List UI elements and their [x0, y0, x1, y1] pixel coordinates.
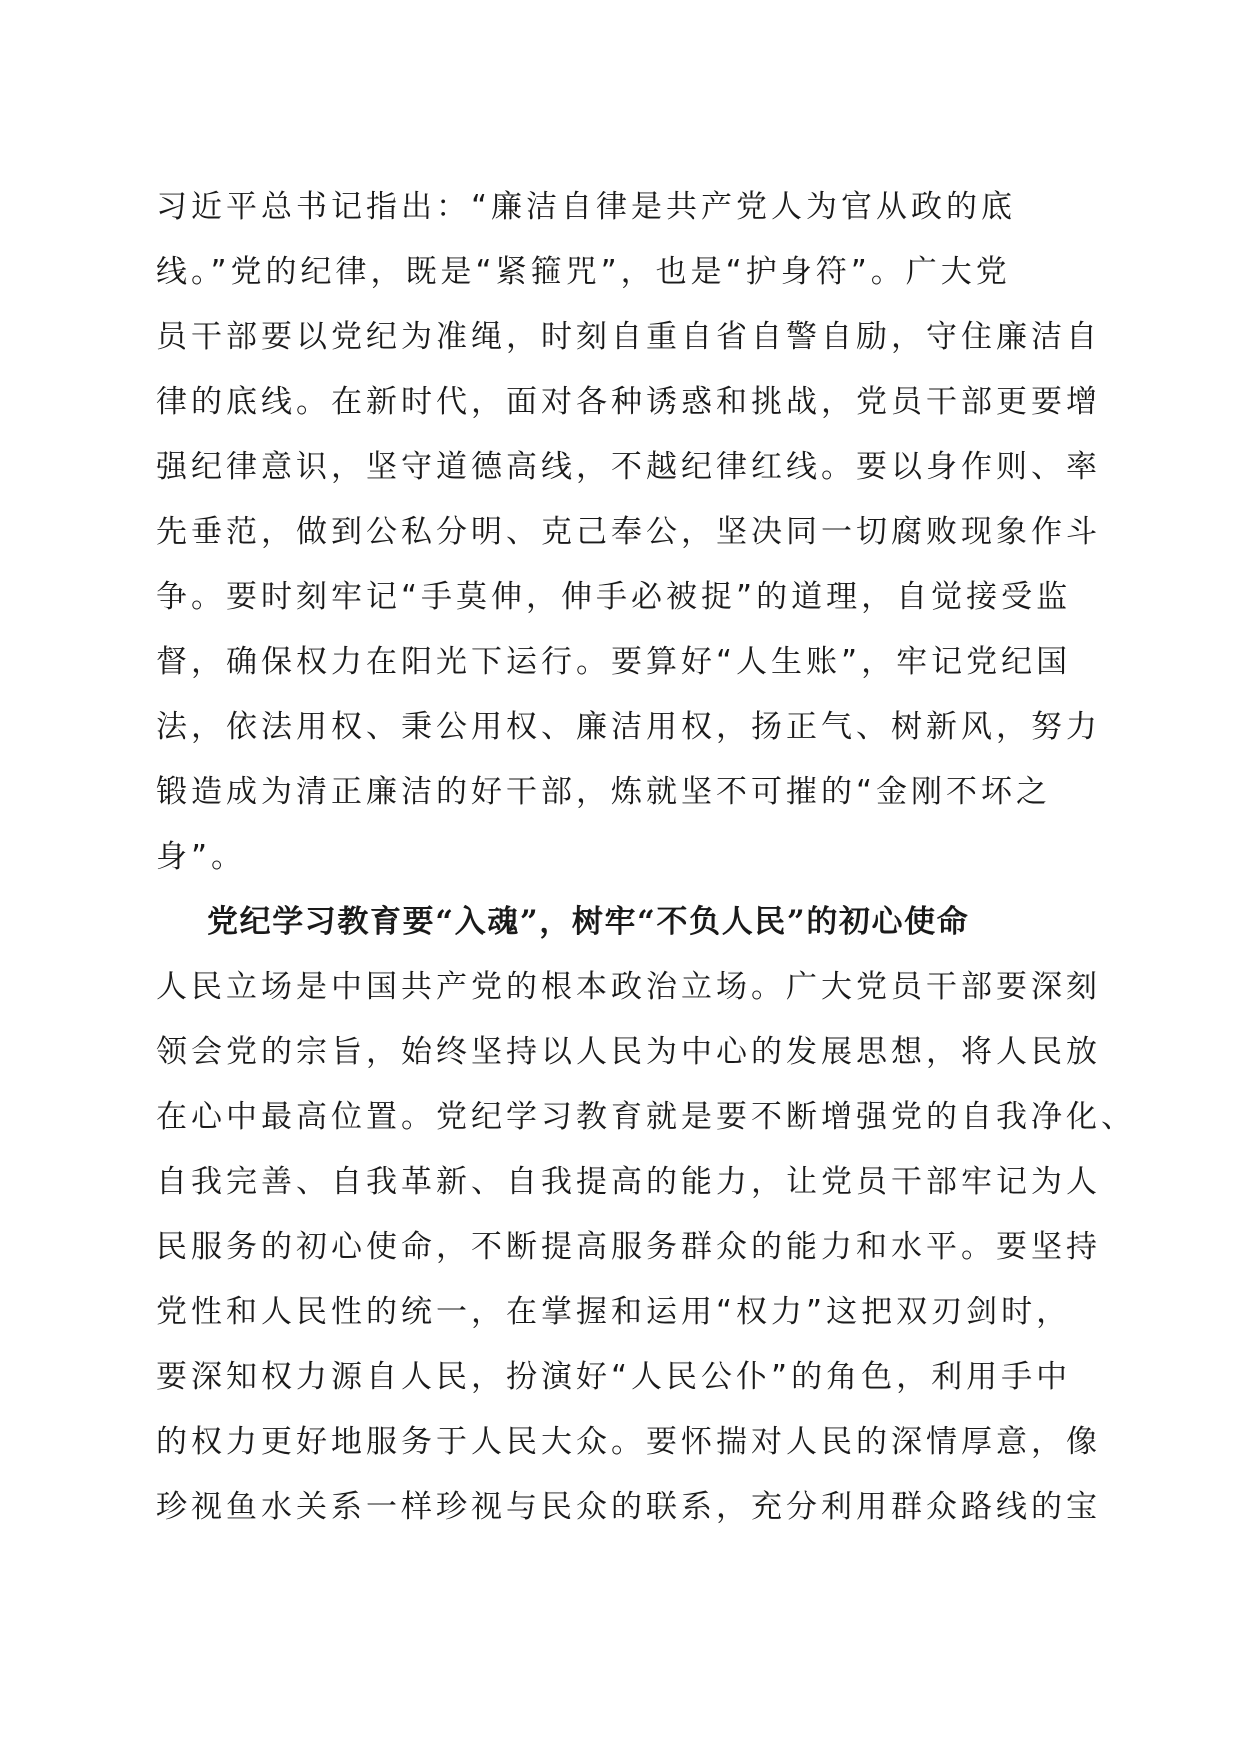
text-line: 律的底线。在新时代，面对各种诱惑和挑战，党员干部更要增 [156, 384, 1101, 420]
text-line: 要深知权力源自人民，扮演好“人民公仆”的角色，利用手中 [156, 1359, 1072, 1395]
text-line: 在心中最高位置。党纪学习教育就是要不断增强党的自我净化、 [156, 1099, 1136, 1135]
text-line: 身”。 [156, 839, 247, 875]
section-heading: 党纪学习教育要“入魂”，树牢“不负人民”的初心使命 [207, 904, 970, 940]
text-line: 强纪律意识，坚守道德高线，不越纪律红线。要以身作则、率 [156, 449, 1101, 485]
text-line: 领会党的宗旨，始终坚持以人民为中心的发展思想，将人民放 [156, 1034, 1101, 1070]
paragraph-people-mission [156, 968, 1136, 1553]
text-line: 争。要时刻牢记“手莫伸，伸手必被捉”的道理，自觉接受监 [156, 579, 1072, 615]
text-line: 法，依法用权、秉公用权、廉洁用权，扬正气、树新风，努力 [156, 709, 1101, 745]
text-line: 党性和人民性的统一，在掌握和运用“权力”这把双刃剑时， [156, 1294, 1072, 1330]
text-line: 督，确保权力在阳光下运行。要算好“人生账”，牢记党纪国 [156, 644, 1072, 680]
text-line: 珍视鱼水关系一样珍视与民众的联系，充分利用群众路线的宝 [156, 1489, 1101, 1525]
text-line: 锻造成为清正廉洁的好干部，炼就坚不可摧的“金刚不坏之 [156, 774, 1052, 810]
document-body [156, 188, 1136, 1553]
text-line: 自我完善、自我革新、自我提高的能力，让党员干部牢记为人 [156, 1164, 1101, 1200]
text-line: 员干部要以党纪为准绳，时刻自重自省自警自励，守住廉洁自 [156, 319, 1101, 355]
text-line: 的权力更好地服务于人民大众。要怀揣对人民的深情厚意，像 [156, 1424, 1101, 1460]
text-line: 人民立场是中国共产党的根本政治立场。广大党员干部要深刻 [156, 969, 1101, 1005]
text-line: 习近平总书记指出：“廉洁自律是共产党人为官从政的底 [156, 189, 1017, 225]
text-line: 线。”党的纪律，既是“紧箍咒”，也是“护身符”。广大党 [156, 254, 1011, 290]
text-line: 先垂范，做到公私分明、克己奉公，坚决同一切腐败现象作斗 [156, 514, 1101, 550]
paragraph-discipline-self-restraint [156, 188, 1101, 903]
text-line: 民服务的初心使命，不断提高服务群众的能力和水平。要坚持 [156, 1229, 1101, 1265]
